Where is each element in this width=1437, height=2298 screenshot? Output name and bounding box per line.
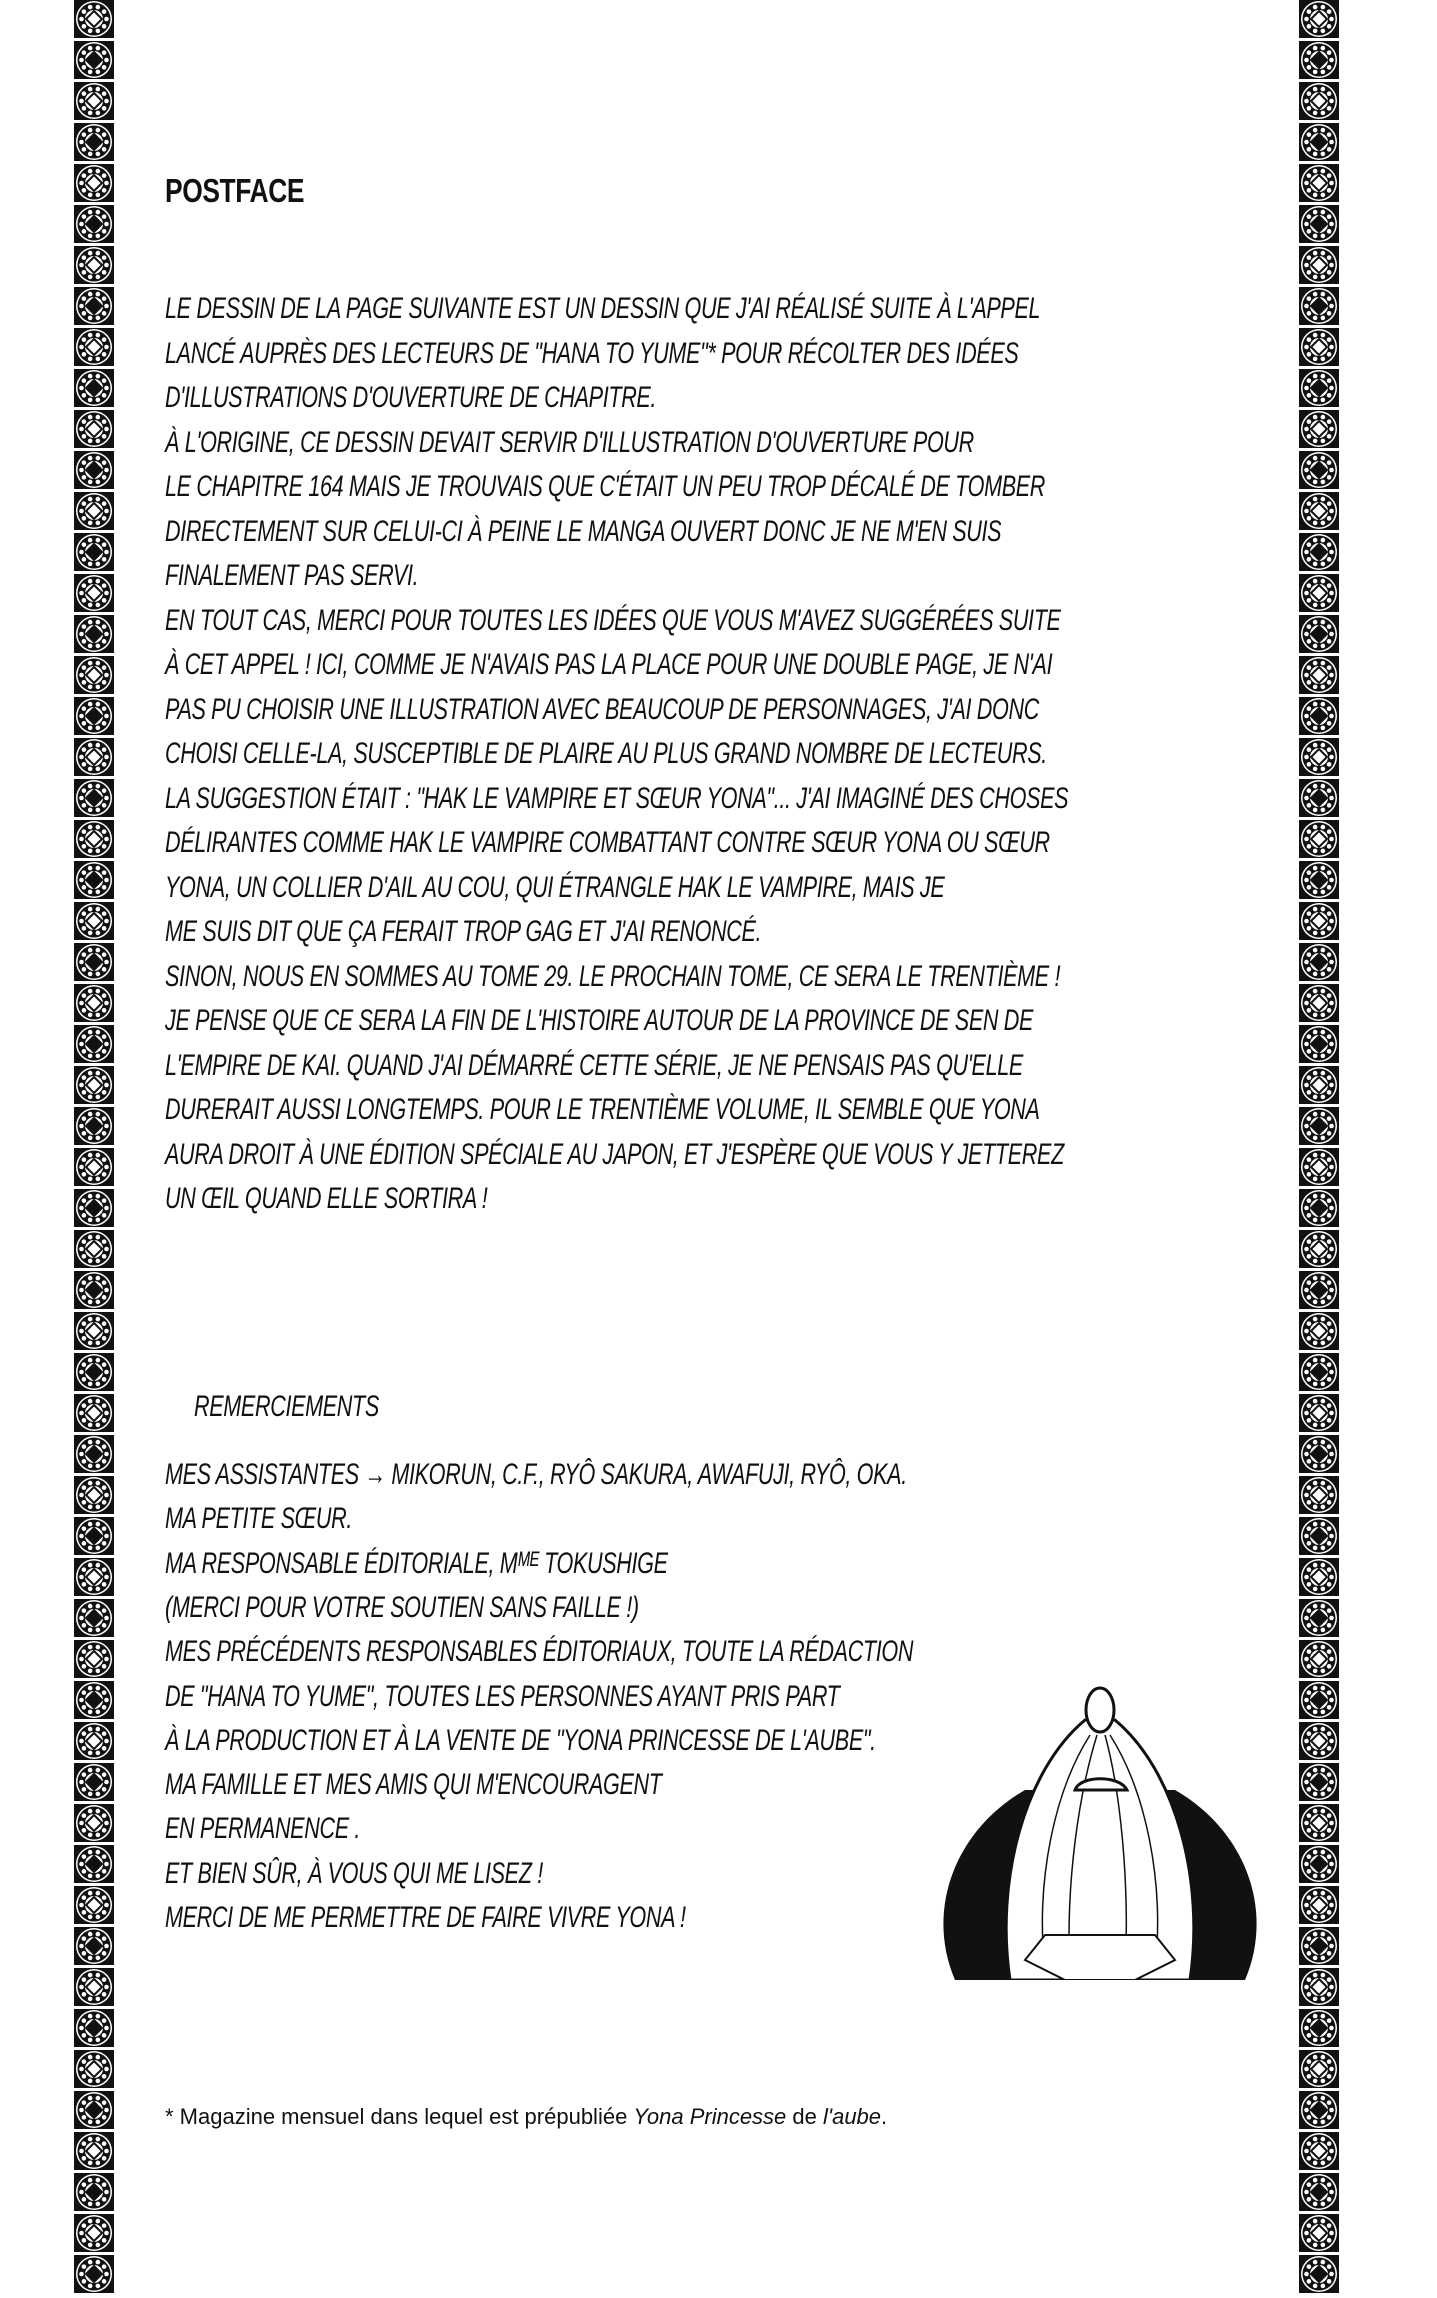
border-tile-icon — [1299, 41, 1339, 79]
border-tile-icon — [1299, 2009, 1339, 2047]
border-tile-icon — [1299, 1230, 1339, 1268]
border-tile-icon — [74, 2255, 114, 2293]
thanks-heading: REMERCIEMENTS — [194, 1390, 379, 1423]
border-tile-icon — [1299, 1476, 1339, 1514]
border-tile-icon — [1299, 574, 1339, 612]
thanks-line: MERCI DE ME PERMETTRE DE FAIRE VIVRE YONA ! — [165, 1901, 686, 1934]
body-line: JE PENSE QUE CE SERA LA FIN DE L'HISTOIRE AUTOUR DE LA PROVINCE DE SEN DE — [165, 1004, 1034, 1037]
border-tile-icon — [74, 1476, 114, 1514]
border-tile-icon — [1299, 738, 1339, 776]
border-tile-icon — [74, 1681, 114, 1719]
body-line: L'EMPIRE DE KAI. QUAND J'AI DÉMARRÉ CETTE SÉRIE, JE NE PENSAIS PAS QU'ELLE — [165, 1048, 1023, 1082]
border-tile-icon — [74, 1517, 114, 1555]
border-tile-icon — [1299, 1558, 1339, 1596]
border-tile-icon — [74, 0, 114, 38]
border-tile-icon — [74, 2050, 114, 2088]
border-tile-icon — [74, 2132, 114, 2170]
body-line: À CET APPEL ! ICI, COMME JE N'AVAIS PAS LA PLACE POUR UNE DOUBLE PAGE, JE N'AI — [165, 648, 1053, 681]
footnote-title: Yona Princesse — [633, 2104, 787, 2129]
border-tile-icon — [74, 164, 114, 202]
thanks-line: À LA PRODUCTION ET À LA VENTE DE "YONA PRINCESSE DE L'AUBE". — [165, 1723, 876, 1757]
body-line: SINON, NOUS EN SOMMES AU TOME 29. LE PROCHAIN TOME, CE SERA LE TRENTIÈME ! — [165, 959, 1061, 993]
border-tile-icon — [74, 1025, 114, 1063]
border-tile-icon — [1299, 164, 1339, 202]
body-line: UN ŒIL QUAND ELLE SORTIRA ! — [165, 1182, 488, 1215]
thanks-line: ET BIEN SÛR, À VOUS QUI ME LISEZ ! — [165, 1856, 543, 1890]
body-line: DÉLIRANTES COMME HAK LE VAMPIRE COMBATTANT CONTRE SŒUR YONA OU SŒUR — [165, 826, 1050, 859]
border-tile-icon — [74, 1435, 114, 1473]
border-tile-icon — [1299, 1722, 1339, 1760]
thanks-line: MA PETITE SŒUR. — [165, 1502, 353, 1536]
border-tile-icon — [1299, 492, 1339, 530]
border-tile-icon — [1299, 1804, 1339, 1842]
border-tile-icon — [74, 779, 114, 817]
border-tile-icon — [74, 1558, 114, 1596]
border-tile-icon — [74, 123, 114, 161]
border-tile-icon — [1299, 2214, 1339, 2252]
border-tile-icon — [74, 246, 114, 284]
border-tile-icon — [74, 1886, 114, 1924]
body-line: YONA, UN COLLIER D'AIL AU COU, QUI ÉTRANGLE HAK LE VAMPIRE, MAIS JE — [165, 870, 945, 904]
border-tile-icon — [1299, 205, 1339, 243]
thanks-line: MA RESPONSABLE ÉDITORIALE, Mᴹᴱ TOKUSHIGE — [165, 1546, 668, 1580]
border-tile-icon — [74, 287, 114, 325]
border-tile-icon — [74, 943, 114, 981]
border-tile-icon — [74, 1353, 114, 1391]
border-tile-icon — [1299, 1517, 1339, 1555]
border-tile-icon — [74, 574, 114, 612]
thanks-line: EN PERMANENCE . — [165, 1812, 361, 1846]
body-line: LE CHAPITRE 164 MAIS JE TROUVAIS QUE C'ÉTAIT UN PEU TROP DÉCALÉ DE TOMBER — [165, 470, 1046, 503]
border-tile-icon — [1299, 1271, 1339, 1309]
border-tile-icon — [74, 2009, 114, 2047]
border-tile-icon — [1299, 328, 1339, 366]
thanks-line: MES ASSISTANTES → MIKORUN, C.F., RYÔ SAKURA, AWAFUJI, RYÔ, OKA. — [165, 1458, 907, 1491]
border-tile-icon — [1299, 2091, 1339, 2129]
body-line: DURERAIT AUSSI LONGTEMPS. POUR LE TRENTIÈME VOLUME, IL SEMBLE QUE YONA — [165, 1093, 1040, 1126]
border-tile-icon — [1299, 902, 1339, 940]
thanks-line: MA FAMILLE ET MES AMIS QUI M'ENCOURAGENT — [165, 1768, 662, 1802]
border-tile-icon — [1299, 1107, 1339, 1145]
border-tile-icon — [1299, 0, 1339, 38]
bowing-character-illustration — [915, 1680, 1280, 1980]
border-tile-icon — [74, 1271, 114, 1309]
border-tile-icon — [1299, 246, 1339, 284]
border-tile-icon — [1299, 369, 1339, 407]
border-tile-icon — [74, 328, 114, 366]
border-tile-icon — [74, 1804, 114, 1842]
border-tile-icon — [74, 2173, 114, 2211]
border-tile-icon — [74, 533, 114, 571]
border-tile-icon — [74, 1189, 114, 1227]
border-tile-icon — [1299, 779, 1339, 817]
border-tile-icon — [1299, 451, 1339, 489]
border-tile-icon — [74, 492, 114, 530]
border-tile-icon — [74, 984, 114, 1022]
border-tile-icon — [1299, 1599, 1339, 1637]
body-line: À L'ORIGINE, CE DESSIN DEVAIT SERVIR D'ILLUSTRATION D'OUVERTURE POUR — [165, 425, 974, 459]
border-tile-icon — [74, 1763, 114, 1801]
border-tile-icon — [1299, 1066, 1339, 1104]
border-tile-icon — [1299, 2255, 1339, 2293]
border-tile-icon — [1299, 410, 1339, 448]
body-line: ME SUIS DIT QUE ÇA FERAIT TROP GAG ET J'AI RENONCÉ. — [165, 915, 762, 948]
border-tile-icon — [1299, 861, 1339, 899]
border-tile-icon — [1299, 2132, 1339, 2170]
body-line: FINALEMENT PAS SERVI. — [165, 559, 419, 592]
border-tile-icon — [1299, 1968, 1339, 2006]
border-tile-icon — [74, 697, 114, 735]
border-tile-icon — [1299, 1189, 1339, 1227]
border-tile-icon — [74, 451, 114, 489]
decorative-border-left — [74, 0, 114, 2250]
decorative-border-right — [1299, 0, 1339, 2250]
body-line: LA SUGGESTION ÉTAIT : "HAK LE VAMPIRE ET SŒUR YONA"... J'AI IMAGINÉ DES CHOSES — [165, 781, 1069, 815]
thanks-line: MES PRÉCÉDENTS RESPONSABLES ÉDITORIAUX, TOUTE LA RÉDACTION — [165, 1635, 914, 1669]
border-tile-icon — [1299, 1886, 1339, 1924]
border-tile-icon — [74, 1066, 114, 1104]
border-tile-icon — [1299, 287, 1339, 325]
border-tile-icon — [74, 656, 114, 694]
border-tile-icon — [74, 861, 114, 899]
border-tile-icon — [1299, 615, 1339, 653]
border-tile-icon — [1299, 1312, 1339, 1350]
body-line: AURA DROIT À UNE ÉDITION SPÉCIALE AU JAPON, ET J'ESPÈRE QUE VOUS Y JETTEREZ — [165, 1137, 1064, 1171]
thanks-line: DE "HANA TO YUME", TOUTES LES PERSONNES AYANT PRIS PART — [165, 1679, 840, 1713]
border-tile-icon — [74, 902, 114, 940]
border-tile-icon — [74, 1640, 114, 1678]
border-tile-icon — [1299, 533, 1339, 571]
border-tile-icon — [74, 205, 114, 243]
border-tile-icon — [1299, 984, 1339, 1022]
border-tile-icon — [74, 1394, 114, 1432]
border-tile-icon — [1299, 123, 1339, 161]
border-tile-icon — [1299, 1025, 1339, 1063]
border-tile-icon — [74, 1230, 114, 1268]
border-tile-icon — [1299, 1763, 1339, 1801]
border-tile-icon — [74, 41, 114, 79]
border-tile-icon — [1299, 1927, 1339, 1965]
footnote-text: . — [881, 2104, 888, 2129]
border-tile-icon — [74, 369, 114, 407]
border-tile-icon — [74, 1107, 114, 1145]
border-tile-icon — [74, 1599, 114, 1637]
footnote-title: l'aube — [823, 2104, 882, 2129]
body-line: DIRECTEMENT SUR CELUI-CI À PEINE LE MANGA OUVERT DONC JE NE M'EN SUIS — [165, 514, 1002, 548]
footnote-text: de — [786, 2104, 823, 2129]
border-tile-icon — [1299, 1681, 1339, 1719]
border-tile-icon — [74, 1722, 114, 1760]
border-tile-icon — [74, 1845, 114, 1883]
border-tile-icon — [1299, 2050, 1339, 2088]
border-tile-icon — [74, 82, 114, 120]
border-tile-icon — [1299, 697, 1339, 735]
border-tile-icon — [74, 1927, 114, 1965]
page-title: POSTFACE — [165, 172, 305, 209]
border-tile-icon — [74, 1148, 114, 1186]
border-tile-icon — [1299, 820, 1339, 858]
body-line: D'ILLUSTRATIONS D'OUVERTURE DE CHAPITRE. — [165, 381, 657, 414]
border-tile-icon — [1299, 2173, 1339, 2211]
border-tile-icon — [74, 738, 114, 776]
body-line: PAS PU CHOISIR UNE ILLUSTRATION AVEC BEAUCOUP DE PERSONNAGES, J'AI DONC — [165, 692, 1039, 726]
border-tile-icon — [1299, 1845, 1339, 1883]
body-line: EN TOUT CAS, MERCI POUR TOUTES LES IDÉES QUE VOUS M'AVEZ SUGGÉRÉES SUITE — [165, 603, 1061, 637]
border-tile-icon — [74, 615, 114, 653]
footnote — [165, 2104, 887, 2130]
footnote-text: * Magazine mensuel dans lequel est prépubliée — [165, 2104, 634, 2129]
border-tile-icon — [1299, 1148, 1339, 1186]
body-line: LE DESSIN DE LA PAGE SUIVANTE EST UN DESSIN QUE J'AI RÉALISÉ SUITE À L'APPEL — [165, 292, 1041, 325]
border-tile-icon — [1299, 1353, 1339, 1391]
border-tile-icon — [1299, 943, 1339, 981]
body-line: LANCÉ AUPRÈS DES LECTEURS DE "HANA TO YUME"* POUR RÉCOLTER DES IDÉES — [165, 336, 1019, 370]
border-tile-icon — [74, 1312, 114, 1350]
border-tile-icon — [1299, 1435, 1339, 1473]
border-tile-icon — [74, 1968, 114, 2006]
body-line: CHOISI CELLE-LA, SUSCEPTIBLE DE PLAIRE AU PLUS GRAND NOMBRE DE LECTEURS. — [165, 737, 1047, 770]
border-tile-icon — [1299, 82, 1339, 120]
border-tile-icon — [74, 2214, 114, 2252]
border-tile-icon — [1299, 1394, 1339, 1432]
border-tile-icon — [1299, 656, 1339, 694]
thanks-line: (MERCI POUR VOTRE SOUTIEN SANS FAILLE !) — [165, 1590, 639, 1624]
border-tile-icon — [74, 820, 114, 858]
border-tile-icon — [1299, 1640, 1339, 1678]
border-tile-icon — [74, 2091, 114, 2129]
border-tile-icon — [74, 410, 114, 448]
